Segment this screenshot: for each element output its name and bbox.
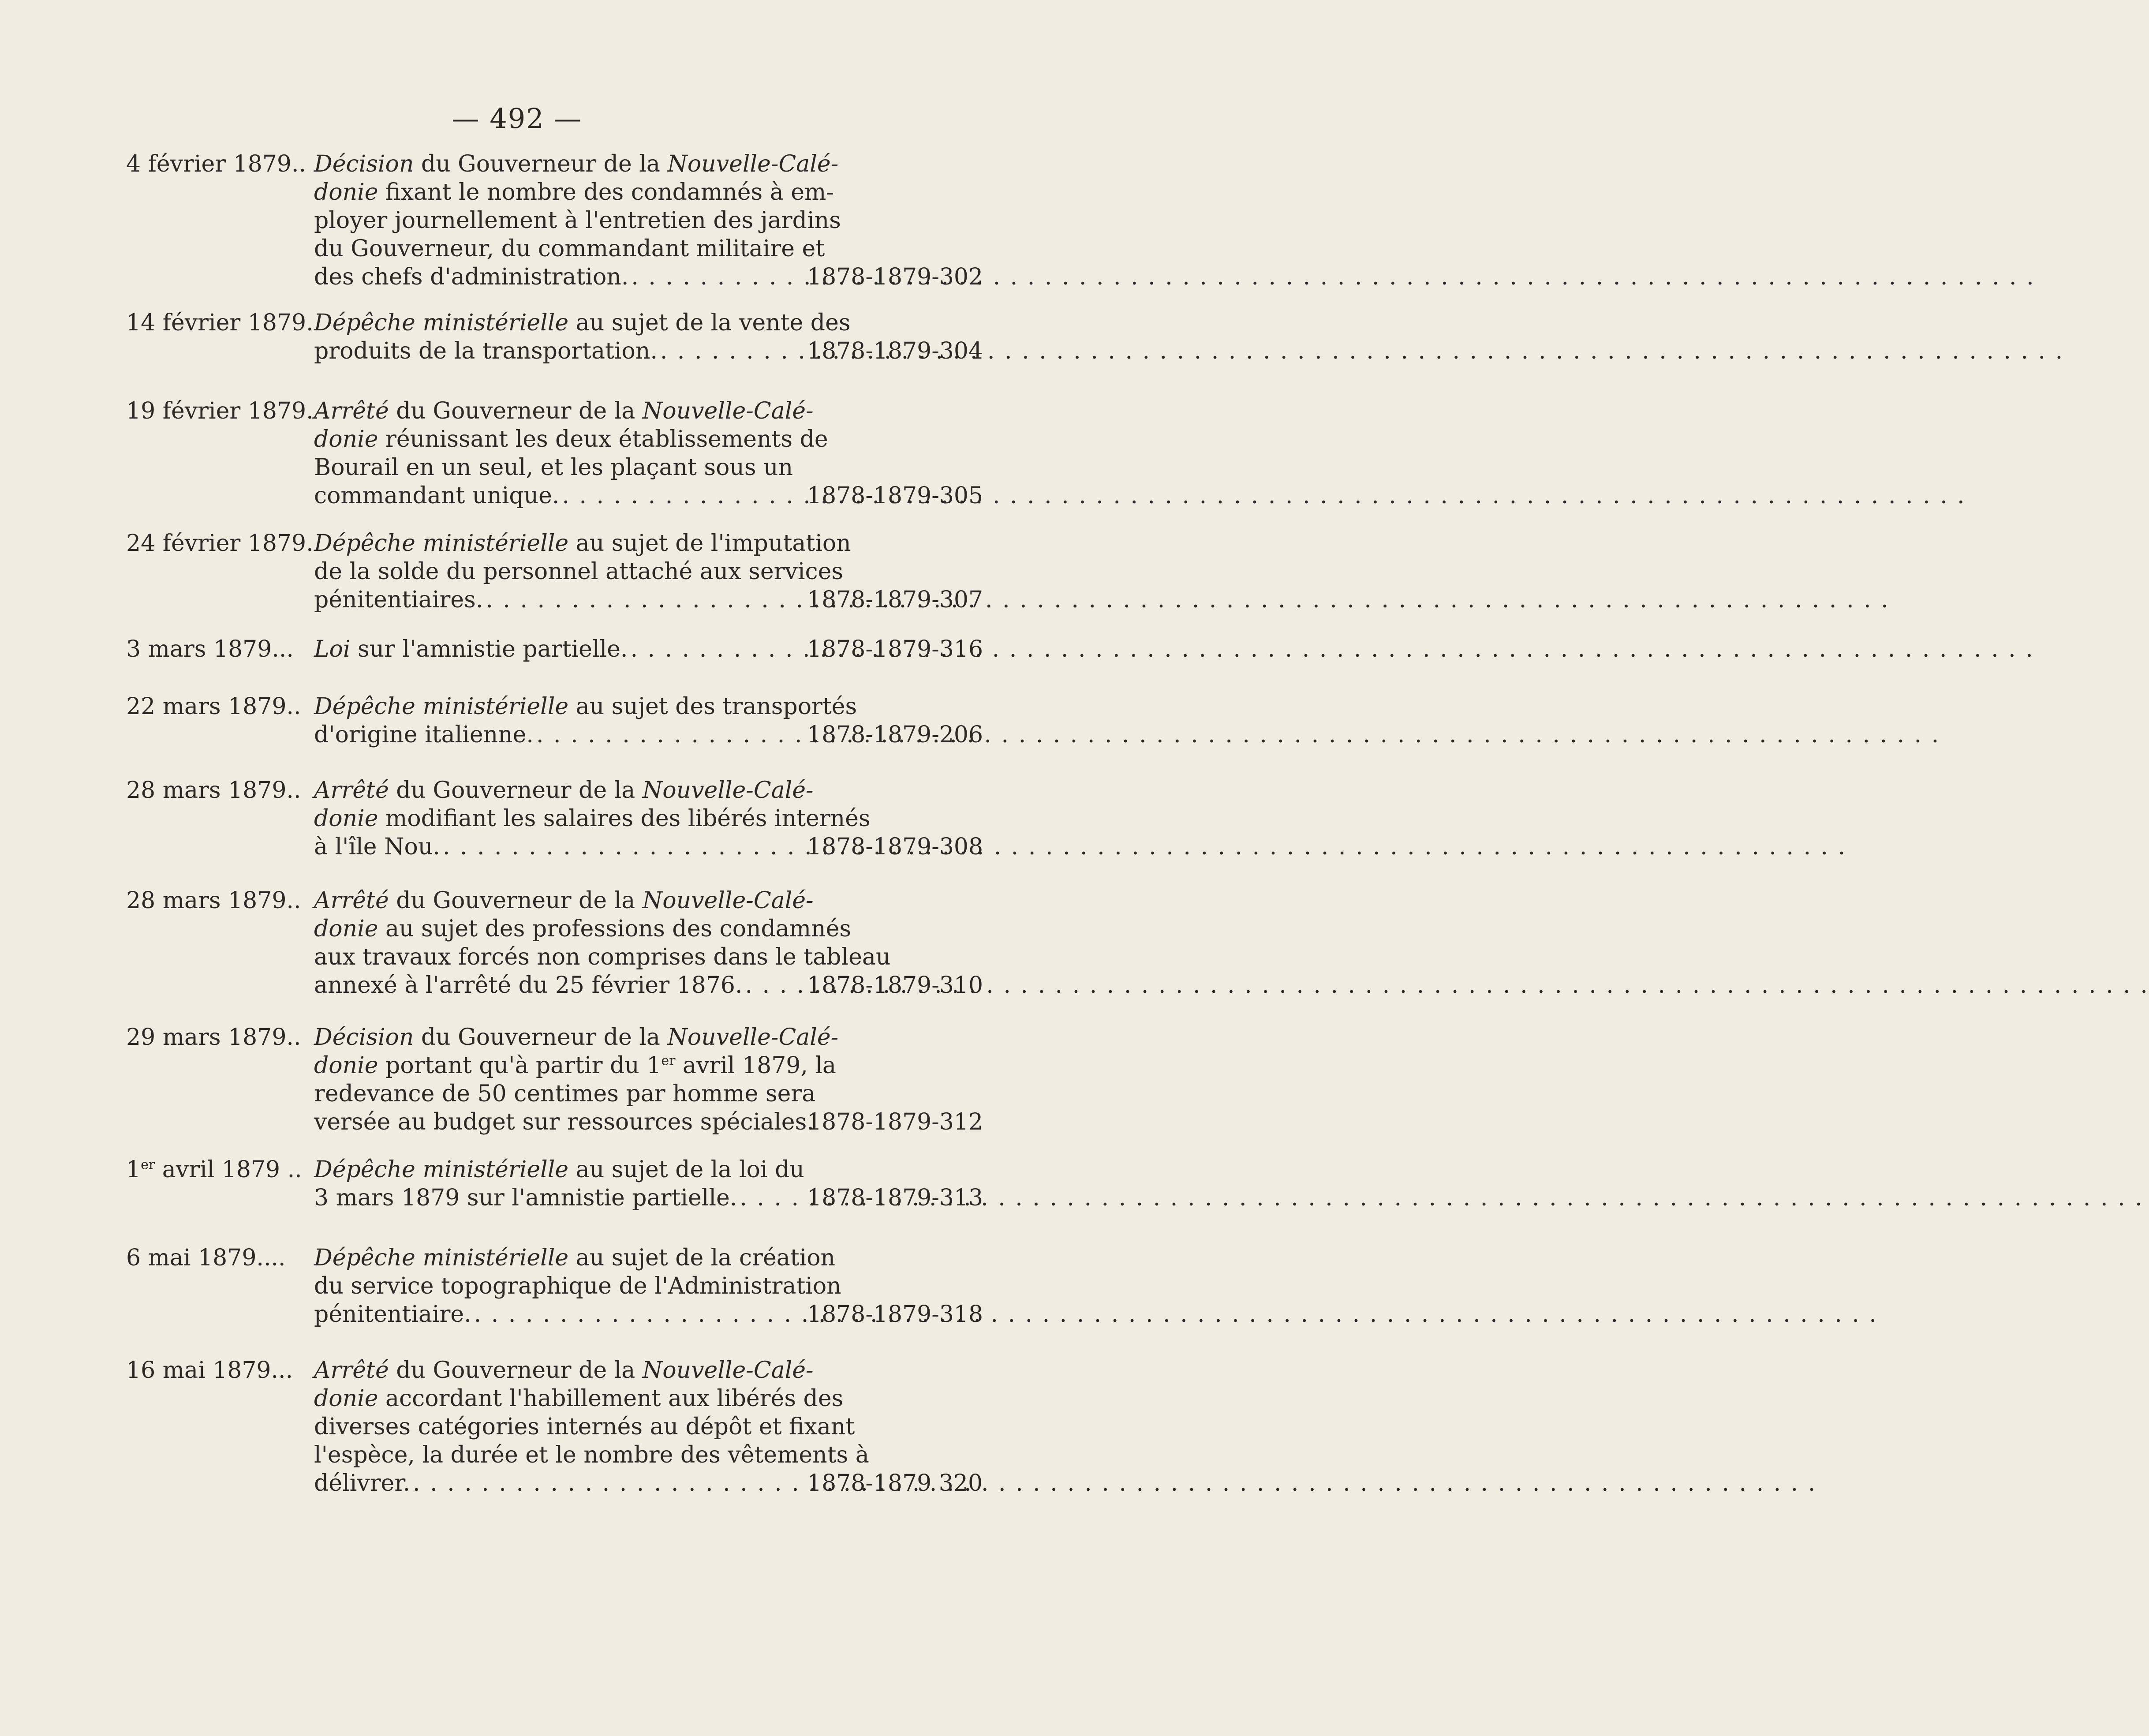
description-line: aux travaux forcés non comprises dans le tableau [314,944,891,970]
entry-description [314,776,871,861]
entry-date: 3 mars 1879... [126,636,294,662]
description-line: du service topographique de l'Administration [314,1273,841,1299]
description-line: Décision du Gouverneur de la Nouvelle-Calé- [314,151,839,177]
description-line: pénitentiaire. . . . [314,1300,793,1328]
entry-reference: 1878-1879-318 [807,1301,983,1328]
entry-reference: 1878-1879-308 [807,834,983,860]
entry-reference: 1878-1879-302 [807,264,983,290]
page-number: — 492 — [452,102,583,135]
entry-description [314,150,841,291]
description-line: Dépêche ministérielle au sujet de la loi du [314,1156,804,1183]
entry-description [314,309,851,365]
description-line: donie portant qu'à partir du 1er avril 1879, la [314,1052,837,1079]
description-line: produits de la transportation. . . . [314,337,793,365]
entry-reference: 1878-1879-304 [807,338,983,364]
description-line: versée au budget sur ressources spéciales. [314,1109,814,1135]
description-line: redevance de 50 centimes par homme sera [314,1081,816,1107]
description-line: Loi sur l'amnistie partielle. . . . [314,635,793,663]
dot-leader [486,586,1889,614]
entry-date: 6 mai 1879.... [126,1245,286,1271]
entry-description [314,1356,869,1497]
description-line: donie au sujet des professions des condamnés [314,916,852,942]
entry-date: 22 mars 1879.. [126,693,301,720]
entry-description [314,887,891,999]
description-line: du Gouverneur, du commandant militaire et [314,236,825,262]
dot-leader [562,482,1966,510]
description-line: délivrer. . . . [314,1469,793,1497]
entry-date: 16 mai 1879... [126,1357,293,1384]
entry-reference: 1878-1879-307 [807,587,983,613]
description-line: Dépêche ministérielle au sujet de la vente des [314,310,851,336]
description-line: ployer journellement à l'entretien des jardins [314,207,841,234]
entry-reference: 1878-1879 320 [807,1470,983,1497]
dot-leader [443,833,1846,861]
entry-description [314,397,828,510]
description-line: Dépêche ministérielle au sujet des transportés [314,693,857,720]
description-line: Arrêté du Gouverneur de la Nouvelle-Calé- [314,887,814,914]
entry-description [314,1156,804,1212]
description-line: Arrêté du Gouverneur de la Nouvelle-Calé- [314,1357,814,1384]
description-line: Arrêté du Gouverneur de la Nouvelle-Calé- [314,398,814,424]
entry-description [314,529,851,614]
description-line: d'origine italienne. . . . [314,721,793,749]
description-line: pénitentiaires. . . . [314,586,793,614]
entry-date: 19 février 1879. [126,398,314,424]
description-line: Décision du Gouverneur de la Nouvelle-Calé- [314,1024,839,1051]
entry-description [314,1244,841,1328]
entry-description [314,635,793,663]
entry-date: 28 mars 1879.. [126,777,301,804]
description-line: des chefs d'administration. . . . [314,263,793,291]
description-line: donie accordant l'habillement aux libérés des [314,1385,844,1412]
description-line: Bourail en un seul, et les plaçant sous un [314,454,793,481]
entry-date: 4 février 1879.. [126,151,306,177]
description-line: Arrêté du Gouverneur de la Nouvelle-Calé- [314,777,814,804]
dot-leader [474,1300,1878,1328]
description-line: commandant unique. . . . [314,482,793,510]
entry-reference: 1878-1879-206 [807,722,983,748]
entry-reference: 1878-1879-313 [807,1185,983,1211]
description-line: Dépêche ministérielle au sujet de la création [314,1245,836,1271]
description-line: donie fixant le nombre des condamnés à em- [314,179,834,206]
entry-date: 1er avril 1879 .. [126,1156,302,1183]
dot-leader [536,721,1940,749]
entry-date: 14 février 1879. [126,310,314,336]
description-line: à l'île Nou. . . . [314,833,793,861]
description-line: donie réunissant les deux établissements de [314,426,828,453]
entry-date: 28 mars 1879.. [126,887,301,914]
description-line: de la solde du personnel attaché aux services [314,558,844,585]
description-line: Dépêche ministérielle au sujet de l'imputation [314,530,851,557]
entry-date: 24 février 1879. [126,530,314,557]
description-line: donie modifiant les salaires des libérés internés [314,805,871,832]
dot-leader [413,1469,1816,1497]
description-line: diverses catégories internés au dépôt et fixant [314,1414,855,1440]
entry-description [314,692,857,749]
entry-description [314,1023,839,1136]
description-line: l'espèce, la durée et le nombre des vêtements à [314,1442,869,1468]
entry-reference: 1878-1879-305 [807,483,983,509]
entry-reference: 1878-1879-310 [807,972,983,999]
entry-date: 29 mars 1879.. [126,1024,301,1051]
entry-reference: 1878-1879-316 [807,636,983,662]
entry-reference: 1878-1879-312 [807,1109,983,1135]
description-line: annexé à l'arrêté du 25 février 1876. . . . [314,971,793,999]
description-line: 3 mars 1879 sur l'amnistie partielle. . . . [314,1184,793,1212]
